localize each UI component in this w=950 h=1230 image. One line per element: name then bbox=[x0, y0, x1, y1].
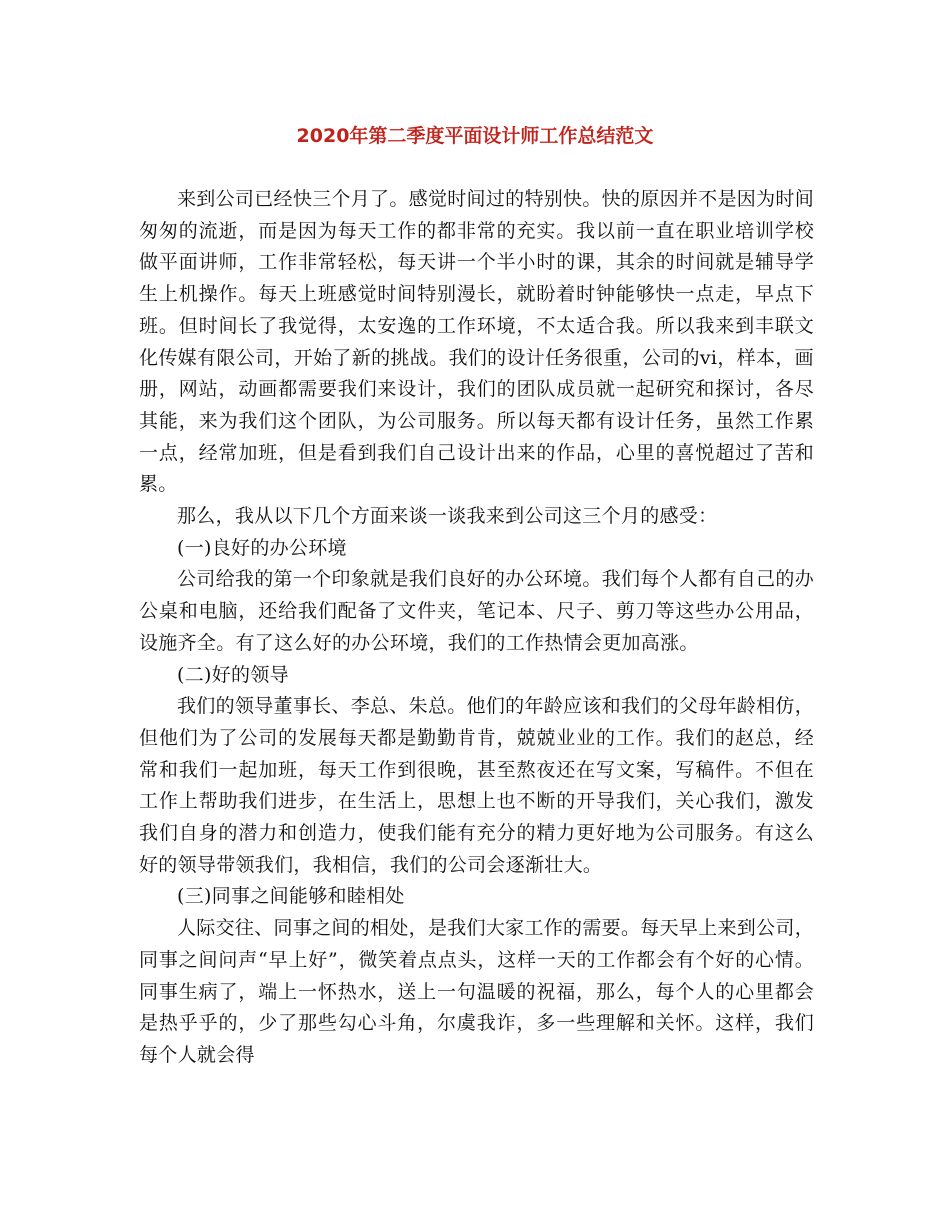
paragraph-intro: 来到公司已经快三个月了。感觉时间过的特别快。快的原因并不是因为时间匆匆的流逝，而是因为每天工作的都非常的充实。我以前一直在职业培训学校做平面讲师，工作非常轻松，每天讲一个半小时的课，其余的时间就是辅导学生上机操作。每天上班感觉时间特别漫长，就盼着时钟能够快一点走，早点下班。但时间长了我觉得，太安逸的工作环境，不太适合我。所以我来到丰联文化传媒有限公司，开始了新的挑战。我们的设计任务很重，公司的vi，样本，画册，网站，动画都需要我们来设计，我们的团队成员就一起研究和探讨，各尽其能，来为我们这个团队，为公司服务。所以每天都有设计任务，虽然工作累一点，经常加班，但是看到我们自己设计出来的作品，心里的喜悦超过了苦和累。 bbox=[139, 188, 814, 496]
section-heading-colleagues: (三)同事之间能够和睦相处 bbox=[177, 885, 405, 908]
section-heading-leadership: (二)好的领导 bbox=[177, 663, 289, 686]
paragraph-office-environment: 公司给我的第一个印象就是我们良好的办公环境。我们每个人都有自己的办公桌和电脑，还给我们配备了文件夹，笔记本、尺子、剪刀等这些办公用品，设施齐全。有了这么好的办公环境，我们的工作热情会更加高涨。 bbox=[139, 568, 814, 654]
section-heading-office-environment: (一)良好的办公环境 bbox=[177, 536, 347, 559]
document-title: 2020年第二季度平面设计师工作总结范文 bbox=[296, 125, 654, 147]
paragraph-colleagues: 人际交往、同事之间的相处，是我们大家工作的需要。每天早上来到公司，同事之间问声“早上好”，微笑着点点头，这样一天的工作都会有个好的心情。同事生病了，端上一怀热水，送上一句温暖的祝福，那么，每个人的心里都会是热乎乎的，少了那些勾心斗角，尔虞我诈，多一些理解和关怀。这样，我们每个人就会得 bbox=[139, 917, 814, 1066]
document-body bbox=[139, 184, 814, 1072]
paragraph-leadership: 我们的领导董事长、李总、朱总。他们的年龄应该和我们的父母年龄相仿，但他们为了公司的发展每天都是勤勤肯肯，兢兢业业的工作。我们的赵总，经常和我们一起加班，每天工作到很晚，甚至熬夜还在写文案，写稿件。不但在工作上帮助我们进步，在生活上，思想上也不断的开导我们，关心我们，激发我们自身的潜力和创造力，使我们能有充分的精力更好地为公司服务。有这么好的领导带领我们，我相信，我们的公司会逐渐壮大。 bbox=[139, 695, 814, 876]
paragraph-overview: 那么，我从以下几个方面来谈一谈我来到公司这三个月的感受： bbox=[177, 505, 718, 528]
